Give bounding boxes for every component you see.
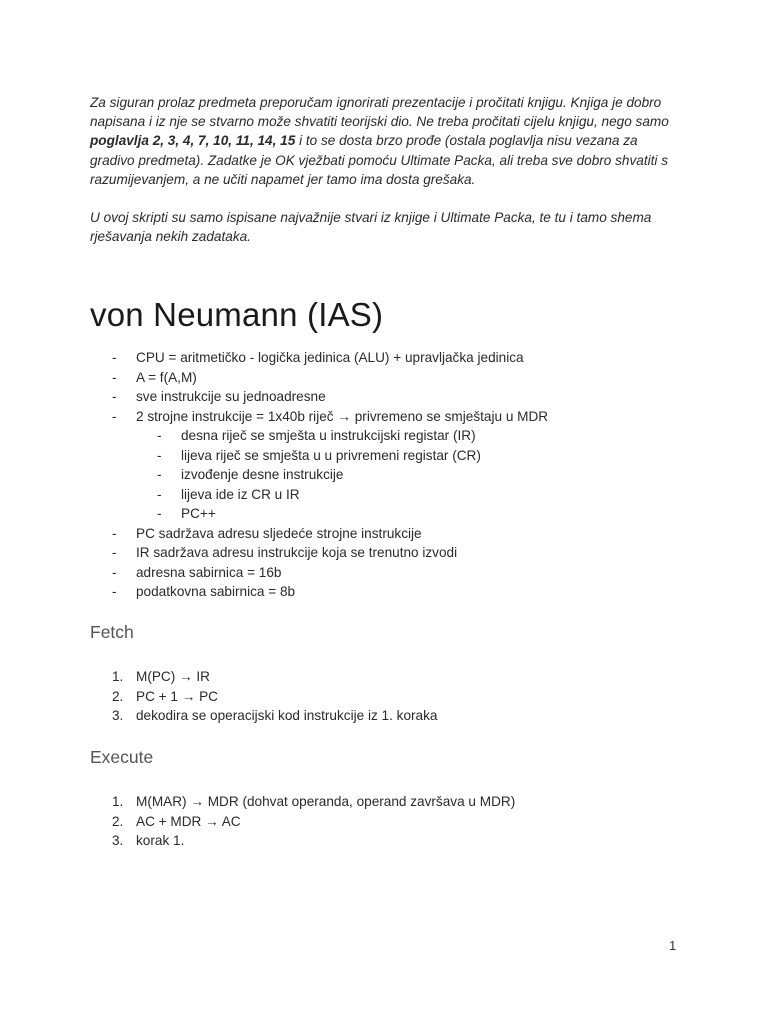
intro-text-a: Za siguran prolaz predmeta preporučam ignorirati prezentacije i pročitati knjigu. Knjiga je dobro napisana i iz nje se stvarno može shvatiti teorijski dio. Ne treba pročitati cijelu knjigu, nego samo [90,95,669,130]
bullet-marker: - [112,369,117,385]
bullet-marker: - [112,350,117,365]
document-page: Za siguran prolaz predmeta preporučam ignorirati prezentacije i pročitati knjigu. Knjiga je dobro napisana i iz nje se stvarno može shvatiti teorijski dio. Ne treba pročitati cijelu knjigu, nego samo poglavlja 2, 3, 4, 7, 10, 11, 14, 15 i to se dosta brzo prođe (ostala poglavlja nisu vezana za gradivo predmeta). Zadatke je OK vježbati pomoću Ultimate Packa, ali treba sve dobro shvatiti s razumijevanjem, a ne učiti napamet jer tamo ima dosta grešaka. U ovoj skripti su samo ispisane najvažnije stvari iz knjige i Ultimate Packa, te tu i tamo shema rješavanja nekih zadataka. von Neumann (IAS) - CPU = aritmetičko - logička jedinica (ALU) + upravljačka jedinica - A = f(A,M) - sve instrukcije su jednoadresne - 2 strojne instrukcije = 1x40b riječ → privremeno se smještaju u MDR - desna riječ se smješta u instrukcijski registar (IR) - lijeva riječ se smješta u u privremeni registar (CR) - izvođenje desne instrukcije - lijeva ide iz CR u IR - PC++ - PC sadržava adresu sljedeće strojne instrukcije - IR sadržava adresu instrukcije koja se trenutno izvodi - adresna sabirnica = 16b - podatkovna sabirnica = 8b Fetch 1. M(PC) → IR 2. PC + 1 → PC 3. dekodira se operacijski kod instrukcije iz 1. koraka Execute 1. M(MAR) → MDR (dohvat operanda, operand završava u MDR) 2. AC + MDR → AC 3. korak 1. 1 [0,0,768,1024]
bullet-marker: - [157,467,162,482]
bullet-marker: - [112,584,117,599]
intro-text-b: i to se dosta brzo prođe (ostala poglavlja nisu vezana za gradivo predmeta). Zadatke je OK vježbati pomoću Ultimate Packa, ali treba sve dobro shvatiti s razumijevanjem, a ne učiti napamet jer tamo ima dosta grešaka. [90,133,669,187]
intro-paragraph-2: U ovoj skripti su samo ispisane najvažnije stvari iz knjige i Ultimate Packa, te tu i tamo shema rješavanja nekih zadataka. [90,210,652,245]
bullet-marker: - [157,486,162,502]
bullet-marker: - [112,408,117,424]
intro-paragraph-1 [90,93,680,189]
fetch-heading: Fetch [90,622,134,642]
bullet-marker: - [112,545,117,560]
bullet-marker: - [157,506,162,521]
intro-block [90,93,680,265]
bullet-marker: - [157,447,162,463]
intro-chapters-bold: poglavlja 2, 3, 4, 7, 10, 11, 14, 15 [90,133,296,149]
bullet-marker: - [112,564,117,580]
bullet-marker: - [112,389,117,404]
section-title: von Neumann (IAS) [90,296,384,333]
bullet-marker: - [157,428,162,443]
bullet-marker: - [112,525,117,541]
execute-heading: Execute [90,747,154,767]
page-number: 1 [669,938,677,953]
